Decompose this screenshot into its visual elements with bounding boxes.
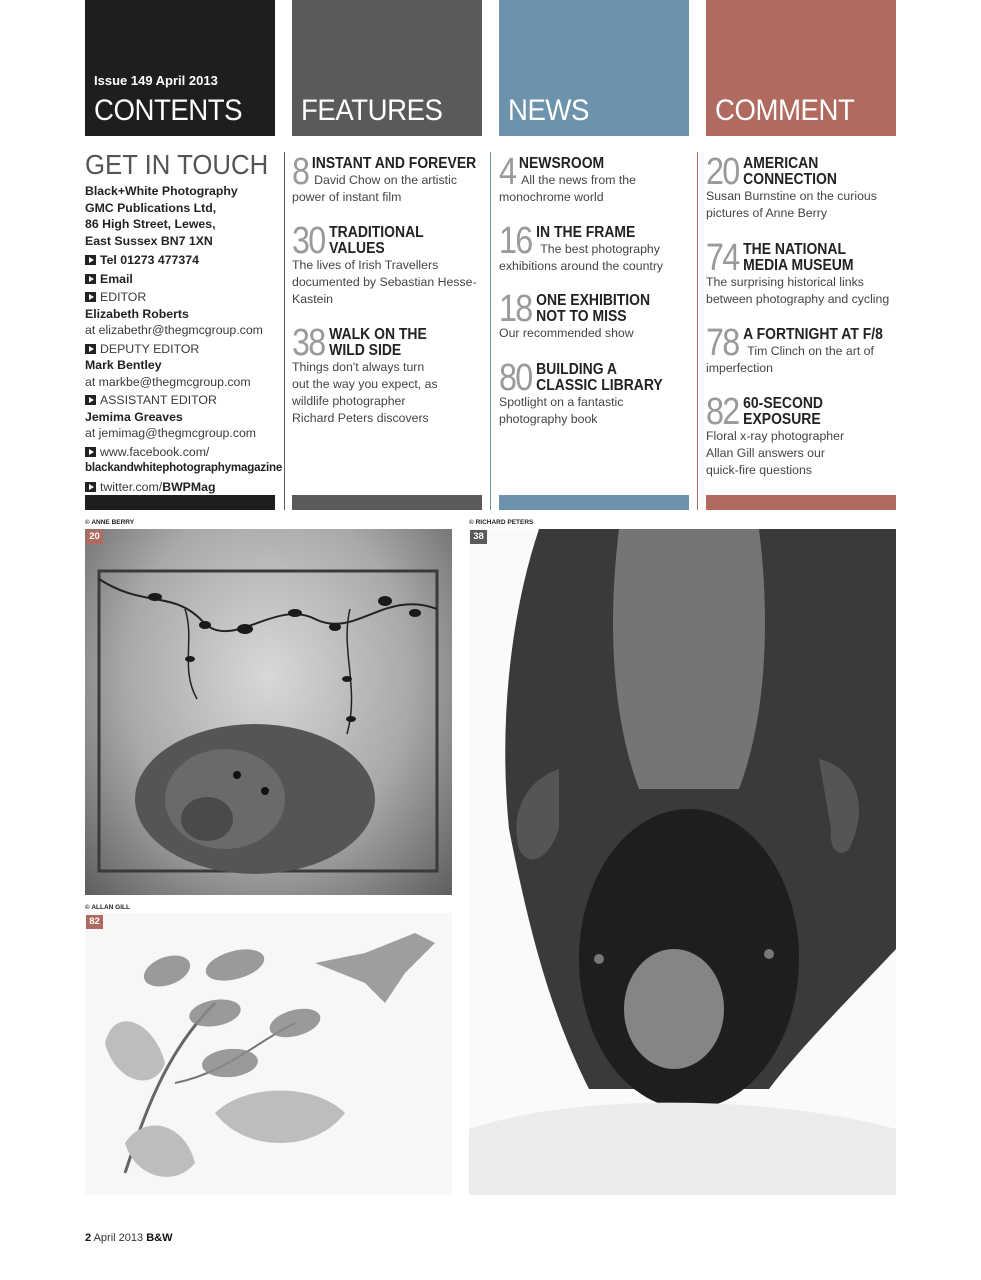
comment-entry[interactable] bbox=[706, 322, 898, 377]
section-title-news: NEWS bbox=[508, 94, 589, 127]
feature-entry[interactable] bbox=[292, 220, 484, 308]
header-news bbox=[499, 0, 689, 136]
page-footer bbox=[85, 1232, 172, 1244]
baboon-eye bbox=[261, 787, 269, 795]
address-line: Black+White Photography bbox=[85, 184, 238, 198]
entry-title: CLASSIC LIBRARY bbox=[536, 377, 663, 394]
twitter-prefix: twitter.com/ bbox=[100, 479, 163, 494]
arrow-icon bbox=[85, 292, 96, 302]
issue-label: Issue 149 April 2013 bbox=[94, 73, 218, 88]
photo-credit: © ALLAN GILL bbox=[85, 904, 130, 911]
header-features bbox=[292, 0, 482, 136]
flower-leaves bbox=[105, 1021, 345, 1177]
separator-features bbox=[284, 152, 285, 510]
entry-description: All the news from the monochrome world bbox=[499, 173, 636, 204]
page-number: 16 bbox=[499, 220, 532, 262]
entry-description: The best photography exhibitions around the country bbox=[499, 242, 664, 273]
separator-news bbox=[490, 152, 491, 510]
entry-title: IN THE FRAME bbox=[536, 224, 636, 241]
page-number: 82 bbox=[706, 391, 739, 433]
contact-block bbox=[85, 183, 283, 495]
assistant-role: ASSISTANT EDITOR bbox=[100, 393, 217, 407]
entry-title: EXPOSURE bbox=[743, 411, 821, 428]
feature-entry[interactable] bbox=[292, 151, 484, 206]
page-badge: 20 bbox=[86, 530, 103, 544]
news-entry[interactable] bbox=[499, 220, 691, 275]
news-entry[interactable] bbox=[499, 357, 691, 428]
page-number: 78 bbox=[706, 322, 739, 364]
entry-description: Floral x-ray photographer Allan Gill answers our quick-fire questions bbox=[706, 429, 845, 477]
page-number: 30 bbox=[292, 220, 325, 262]
twitter-row[interactable] bbox=[85, 479, 275, 496]
arrow-icon bbox=[85, 344, 96, 354]
baboon-muzzle bbox=[181, 797, 233, 841]
entry-description: David Chow on the artistic power of instant film bbox=[292, 173, 457, 204]
tel-row bbox=[85, 252, 275, 269]
bar-news bbox=[499, 495, 689, 510]
page-number: 4 bbox=[499, 151, 516, 193]
entry-title: BUILDING A bbox=[536, 361, 618, 378]
entry-title: NEWSROOM bbox=[518, 155, 605, 172]
xray-photo[interactable] bbox=[85, 913, 452, 1195]
flower-pods bbox=[140, 944, 324, 1080]
assistant-email[interactable]: at jemimag@thegmcgroup.com bbox=[85, 426, 257, 440]
entry-title: CONNECTION bbox=[743, 171, 837, 188]
arrow-icon bbox=[85, 447, 96, 457]
section-title-features: FEATURES bbox=[301, 94, 443, 127]
entry-title: WALK ON THE bbox=[329, 326, 427, 343]
entry-description: Susan Burnstine on the curious pictures of Anne Berry bbox=[706, 189, 877, 220]
page-number: 80 bbox=[499, 357, 532, 399]
deputy-name: Mark Bentley bbox=[85, 358, 162, 372]
deputy-role: DEPUTY EDITOR bbox=[100, 341, 200, 356]
editor-email[interactable]: at elizabethr@thegmcgroup.com bbox=[85, 323, 263, 337]
page-number: 20 bbox=[706, 151, 739, 193]
entry-description: The lives of Irish Travellers documented by Sebastian Hesse-Kastein bbox=[292, 258, 477, 306]
news-entry[interactable] bbox=[499, 151, 691, 206]
news-entry[interactable] bbox=[499, 288, 691, 342]
bison-illustration bbox=[469, 529, 896, 1195]
assistant-role-row bbox=[85, 392, 275, 409]
separator-comment bbox=[697, 152, 698, 510]
bar-features bbox=[292, 495, 482, 510]
editor-role-row bbox=[85, 289, 275, 306]
arrow-icon bbox=[85, 395, 96, 405]
vine-stem bbox=[185, 609, 197, 699]
facebook-row[interactable] bbox=[85, 444, 275, 461]
section-title-comment: COMMENT bbox=[715, 94, 855, 127]
comment-entry[interactable] bbox=[706, 391, 898, 479]
facebook-prefix: www.facebook.com/ bbox=[100, 444, 210, 459]
editor-role: EDITOR bbox=[100, 290, 147, 304]
entry-title: MEDIA MUSEUM bbox=[743, 257, 854, 274]
footer-brand: B&W bbox=[146, 1232, 173, 1244]
page-badge: 38 bbox=[470, 530, 487, 544]
header-comment bbox=[706, 0, 896, 136]
entry-title: INSTANT AND FOREVER bbox=[311, 155, 477, 172]
vine-leaves bbox=[148, 593, 421, 722]
feature-entry[interactable] bbox=[292, 322, 484, 427]
bison-eye bbox=[764, 949, 774, 959]
deputy-role-row bbox=[85, 341, 275, 358]
photo-credit: © RICHARD PETERS bbox=[469, 519, 534, 526]
bar-contents bbox=[85, 495, 275, 510]
tel-text: Tel 01273 477374 bbox=[100, 253, 199, 267]
address-line: 86 High Street, Lewes, bbox=[85, 217, 216, 231]
entry-title: ONE EXHIBITION bbox=[536, 292, 651, 309]
page-number: 18 bbox=[499, 288, 532, 330]
entry-description: Things don't always turn out the way you expect, as wildlife photographer Richard Peters discovers bbox=[292, 360, 438, 425]
xray-illustration bbox=[85, 913, 452, 1195]
arrow-icon bbox=[85, 274, 96, 284]
comment-entry[interactable] bbox=[706, 237, 898, 308]
page-number: 38 bbox=[292, 322, 325, 364]
entry-title: WILD SIDE bbox=[329, 342, 402, 359]
entry-description: Our recommended show bbox=[499, 326, 634, 340]
page-badge: 82 bbox=[86, 915, 103, 929]
editor-name: Elizabeth Roberts bbox=[85, 306, 189, 321]
assistant-name: Jemima Greaves bbox=[85, 409, 183, 424]
entry-description: Spotlight on a fantastic photography book bbox=[499, 395, 624, 426]
page-number-footer: 2 bbox=[85, 1232, 92, 1244]
photo-credit: © ANNE BERRY bbox=[85, 519, 135, 526]
entry-title: A FORTNIGHT AT F/8 bbox=[743, 326, 883, 343]
entry-title: 60-SECOND bbox=[743, 395, 823, 412]
entry-description: The surprising historical links between photography and cycling bbox=[706, 275, 890, 306]
baboon-photo[interactable] bbox=[85, 529, 452, 895]
address-line: GMC Publications Ltd, bbox=[85, 200, 217, 215]
entry-title: NOT TO MISS bbox=[536, 308, 627, 325]
entry-title: AMERICAN bbox=[743, 155, 819, 172]
email-link[interactable] bbox=[85, 271, 275, 288]
twitter-handle: BWPMag bbox=[162, 479, 216, 494]
arrow-icon bbox=[85, 255, 96, 265]
get-in-touch-heading: GET IN TOUCH bbox=[85, 149, 269, 180]
address-line: East Sussex BN7 1XN bbox=[85, 233, 213, 248]
bar-comment bbox=[706, 495, 896, 510]
baboon-illustration bbox=[85, 529, 452, 895]
bison-snowy-face bbox=[624, 949, 724, 1069]
bison-photo[interactable] bbox=[469, 529, 896, 1195]
vine-stem bbox=[347, 609, 352, 734]
entry-title: TRADITIONAL bbox=[329, 224, 424, 241]
hummingbird bbox=[315, 933, 435, 1003]
baboon-eye bbox=[233, 771, 241, 779]
entry-title: THE NATIONAL bbox=[743, 241, 846, 258]
section-title-contents: CONTENTS bbox=[94, 94, 243, 127]
header-contents bbox=[85, 0, 275, 136]
page-number: 8 bbox=[292, 151, 309, 193]
footer-date: April 2013 bbox=[93, 1232, 144, 1244]
bison-eye bbox=[594, 954, 604, 964]
bison-snowy-back bbox=[613, 529, 765, 789]
arrow-icon bbox=[85, 482, 96, 492]
snow-ground bbox=[469, 1103, 896, 1195]
deputy-email[interactable]: at markbe@thegmcgroup.com bbox=[85, 374, 251, 389]
page-number: 74 bbox=[706, 237, 739, 279]
comment-entry[interactable] bbox=[706, 151, 898, 222]
email-text: Email bbox=[100, 271, 133, 286]
facebook-page[interactable]: blackandwhitephotographymagazine bbox=[85, 461, 283, 474]
entry-title: VALUES bbox=[329, 240, 385, 257]
entry-description: Tim Clinch on the art of imperfection bbox=[706, 344, 874, 375]
